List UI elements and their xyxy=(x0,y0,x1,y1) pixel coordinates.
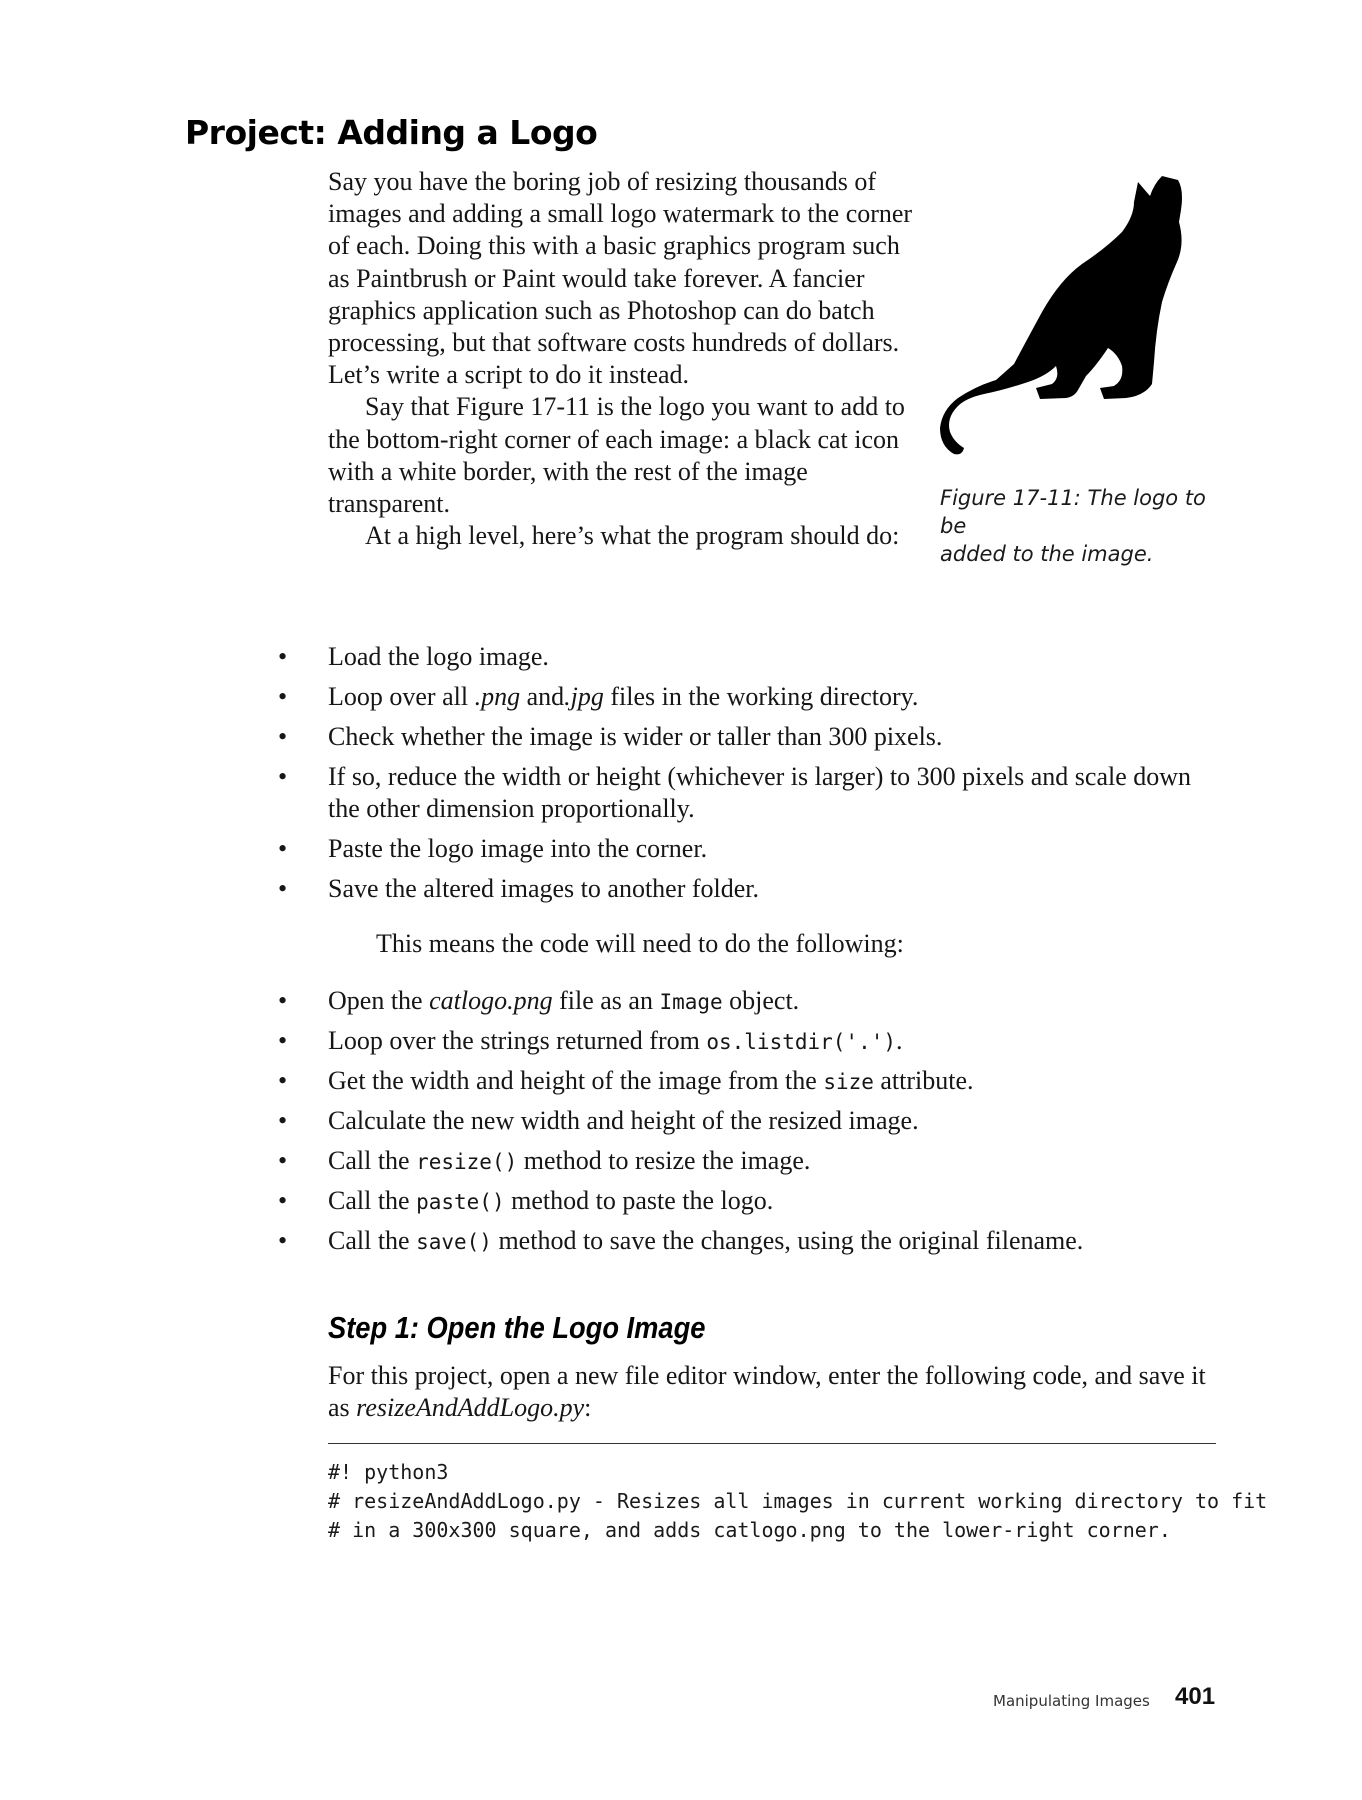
list-item: • Load the logo image. xyxy=(278,642,549,671)
plan-list xyxy=(278,641,1228,913)
list-item: • Check whether the image is wider or taller than 300 pixels. xyxy=(278,722,943,751)
footer-chapter-label: Manipulating Images xyxy=(993,1692,1150,1710)
section-title: Project: Adding a Logo xyxy=(185,113,598,152)
intro-paragraph-2: Say that Figure 17-11 is the logo you want to add to the bottom-right corner of each image: a black cat icon with a white border, with the rest of the image transparent. xyxy=(328,392,905,519)
intro-text xyxy=(328,166,918,552)
bullet-icon: • xyxy=(278,762,288,791)
code-steps-list xyxy=(278,985,1228,1265)
bullet-icon: • xyxy=(278,1026,288,1055)
code-line: # resizeAndAddLogo.py - Resizes all images in current working directory to fit xyxy=(328,1489,1268,1513)
list-item: • Save the altered images to another folder. xyxy=(278,874,760,903)
bullet-icon: • xyxy=(278,834,288,863)
code-line: # in a 300x300 square, and adds catlogo.png to the lower-right corner. xyxy=(328,1518,1171,1542)
code-divider xyxy=(328,1443,1216,1444)
bullet-icon: • xyxy=(278,1106,288,1135)
figure-caption-line-1: Figure 17-11: The logo to be xyxy=(940,486,1206,538)
code-listing xyxy=(328,1458,1267,1545)
bullet-icon: • xyxy=(278,1066,288,1095)
step-heading: Step 1: Open the Logo Image xyxy=(328,1310,706,1345)
bullet-icon: • xyxy=(278,986,288,1015)
bullet-icon: • xyxy=(278,642,288,671)
intro-paragraph-3: At a high level, here’s what the program should do: xyxy=(365,521,900,551)
bullet-icon: • xyxy=(278,1226,288,1255)
bullet-icon: • xyxy=(278,1146,288,1175)
figure-caption-line-2: added to the image. xyxy=(940,542,1154,566)
intro-paragraph-1: Say you have the boring job of resizing thousands of images and adding a small logo watermark to the corner of each. Doing this with a basic graphics program such as Paintbrush or Paint would take forever. A fancier graphics application such as Photoshop can do batch processing, but that software costs hundreds of dollars. Let’s write a script to do it instead. xyxy=(328,167,913,390)
list-item: • Get the width and height of the image from the size attribute. xyxy=(278,1066,974,1095)
bullet-icon: • xyxy=(278,682,288,711)
list-item: • If so, reduce the width or height (whichever is larger) to 300 pixels and scale down the other dimension proportionally. xyxy=(278,762,1192,823)
list-item: • Open the catlogo.png file as an Image object. xyxy=(278,986,800,1015)
bullet-icon: • xyxy=(278,874,288,903)
transition-text: This means the code will need to do the following: xyxy=(376,929,904,958)
step-text: For this project, open a new file editor window, enter the following code, and save it as resizeAndAddLogo.py: xyxy=(328,1361,1206,1422)
figure-caption xyxy=(940,484,1230,568)
list-item: • Paste the logo image into the corner. xyxy=(278,834,708,863)
page-number: 401 xyxy=(1175,1683,1216,1710)
list-item: • Calculate the new width and height of the resized image. xyxy=(278,1106,919,1135)
bullet-icon: • xyxy=(278,722,288,751)
list-item: • Call the resize() method to resize the image. xyxy=(278,1146,811,1175)
list-item: • Loop over all .png and.jpg files in the working directory. xyxy=(278,682,919,711)
code-line: #! python3 xyxy=(328,1460,449,1484)
cat-logo-icon xyxy=(940,170,1222,476)
list-item: • Loop over the strings returned from os.listdir('.'). xyxy=(278,1026,903,1055)
list-item: • Call the save() method to save the changes, using the original filename. xyxy=(278,1226,1084,1255)
bullet-icon: • xyxy=(278,1186,288,1215)
list-item: • Call the paste() method to paste the logo. xyxy=(278,1186,774,1215)
